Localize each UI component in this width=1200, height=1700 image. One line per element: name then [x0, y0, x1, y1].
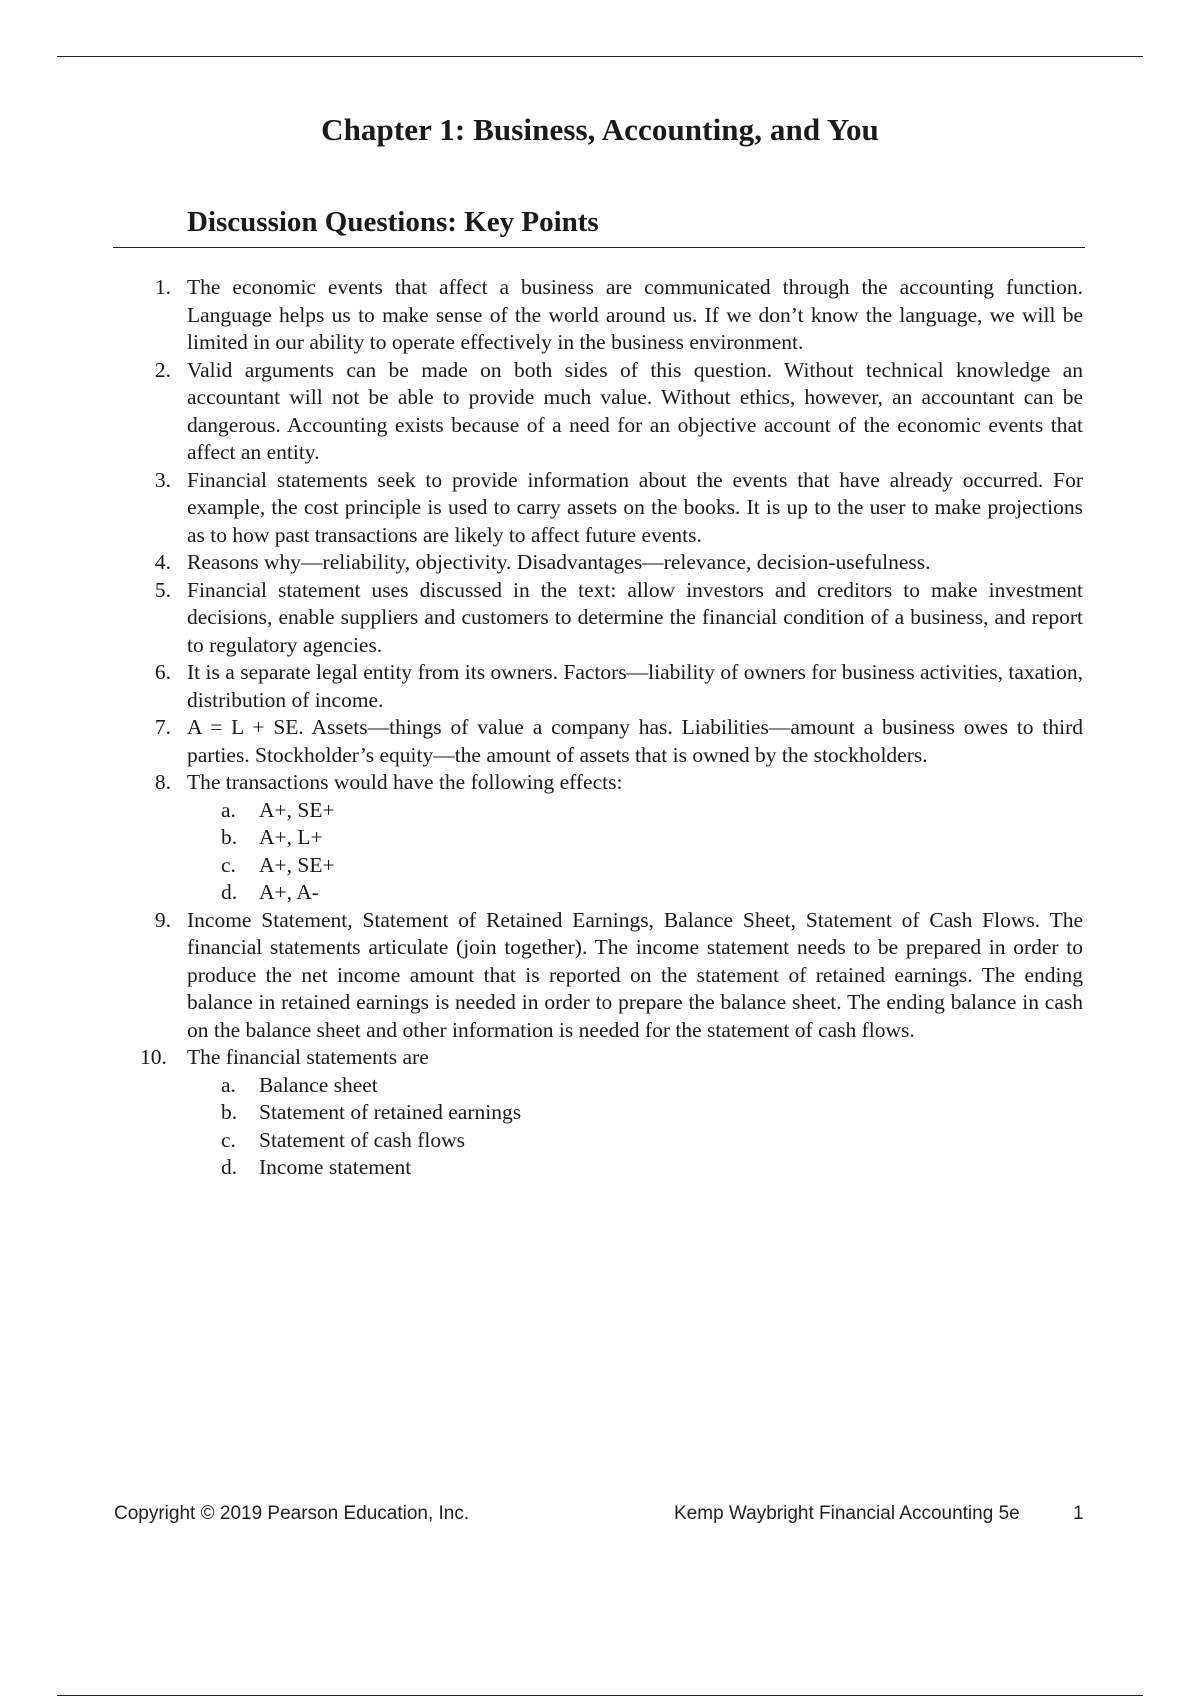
question-5	[0, 577, 1083, 660]
item-letter: d.	[221, 880, 238, 904]
question-number: 4.	[154, 550, 171, 574]
question-text: It is a separate legal entity from its owners. Factors—liability of owners for business activities, taxation, distribution of income.	[187, 660, 1083, 712]
question-number: 2.	[154, 357, 171, 382]
question-text: The financial statements are	[187, 1045, 429, 1069]
footer-copyright: Copyright © 2019 Pearson Education, Inc.	[114, 1503, 470, 1524]
question-1	[0, 274, 1083, 357]
question-9	[0, 907, 1083, 1045]
item-letter: d.	[221, 1155, 238, 1179]
question-number: 8.	[154, 770, 171, 794]
question-text: The transactions would have the following effects:	[187, 770, 623, 794]
item-text: Statement of retained earnings	[259, 1100, 522, 1124]
question-number: 6.	[154, 660, 171, 684]
list-item	[0, 1099, 1200, 1127]
question-number: 7.	[154, 715, 171, 739]
question-number: 5.	[154, 577, 171, 602]
list-item	[0, 1127, 1200, 1155]
item-letter: c.	[221, 852, 236, 877]
section-heading: Discussion Questions: Key Points	[187, 206, 599, 238]
list-item	[0, 797, 1200, 825]
question-text: Financial statements seek to provide information about the events that have already occurred. For example, the cost principle is used to carry assets on the books. It is up to the user to make projections as to how past transactions are likely to affect future events.	[187, 467, 1083, 547]
question-6	[0, 659, 1083, 714]
question-7	[0, 714, 1083, 769]
question-8	[0, 769, 1083, 797]
section-divider	[113, 247, 1085, 248]
item-text: A+, A-	[259, 880, 319, 904]
list-item	[0, 852, 1200, 880]
question-2	[0, 357, 1083, 467]
item-text: Income statement	[259, 1155, 412, 1179]
top-rule	[57, 56, 1143, 57]
question-text: The economic events that affect a business are communicated through the accounting function. Language helps us to make sense of the world around us. If we don’t know the language, we will be limited in our ability to operate effectively in the business environment.	[187, 275, 1083, 354]
page-number: 1	[1073, 1503, 1084, 1524]
list-item	[0, 824, 1200, 852]
item-letter: a.	[221, 1072, 236, 1097]
list-item	[0, 879, 1200, 907]
question-3	[0, 467, 1083, 550]
item-text: Balance sheet	[259, 1072, 378, 1097]
question-number: 1.	[154, 275, 171, 299]
item-letter: b.	[221, 825, 238, 849]
item-letter: c.	[221, 1127, 236, 1152]
question-list	[0, 274, 1200, 1182]
item-text: Statement of cash flows	[259, 1127, 465, 1152]
bottom-rule	[57, 1695, 1143, 1696]
question-number: 9.	[154, 907, 171, 932]
question-text: Reasons why—reliability, objectivity. Disadvantages—relevance, decision-usefulness.	[187, 550, 931, 574]
question-10	[0, 1044, 1083, 1072]
list-item	[0, 1072, 1200, 1100]
question-text: Income Statement, Statement of Retained Earnings, Balance Sheet, Statement of Cash Flows. The financial statements articulate (join together). The income statement needs to be prepared in order to produce the net income amount that is reported on the statement of retained earnings. The ending balance in retained earnings is needed in order to prepare the balance sheet. The ending balance in cash on the balance sheet and other information is needed for the statement of cash flows.	[187, 907, 1083, 1042]
question-number: 10.	[140, 1045, 167, 1069]
question-4	[0, 549, 1083, 577]
question-text: A = L + SE. Assets—things of value a company has. Liabilities—amount a business owes to third parties. Stockholder’s equity—the amount of assets that is owned by the stockholders.	[187, 715, 1083, 767]
question-text: Valid arguments can be made on both sides of this question. Without technical knowledge an accountant will not be able to provide much value. Without ethics, however, an accountant can be dangerous. Accounting exists because of a need for an objective account of the economic events that affect an entity.	[187, 357, 1083, 464]
question-number: 3.	[154, 467, 171, 492]
item-text: A+, SE+	[259, 797, 335, 822]
item-text: A+, L+	[259, 825, 323, 849]
item-letter: b.	[221, 1100, 238, 1124]
question-text: Financial statement uses discussed in the text: allow investors and creditors to make investment decisions, enable suppliers and customers to determine the financial condition of a business, and report to regulatory agencies.	[187, 577, 1083, 657]
list-item	[0, 1154, 1200, 1182]
chapter-title: Chapter 1: Business, Accounting, and You	[321, 112, 879, 147]
item-letter: a.	[221, 797, 236, 822]
footer-book-title: Kemp Waybright Financial Accounting 5e	[674, 1503, 1020, 1524]
item-text: A+, SE+	[259, 852, 335, 877]
